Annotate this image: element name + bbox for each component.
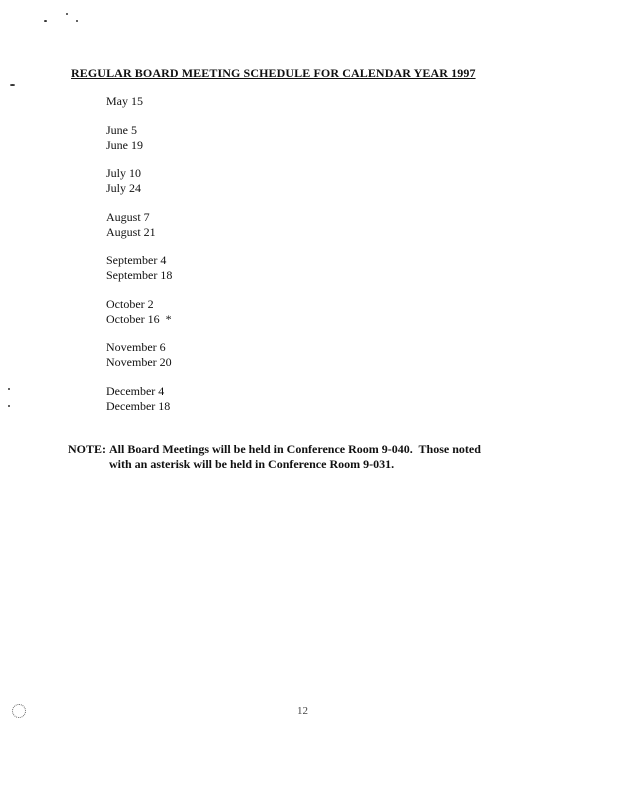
schedule-group-july — [106, 166, 141, 196]
meeting-date: August 21 — [106, 225, 156, 239]
meeting-date: July 10 — [106, 166, 142, 180]
meeting-date: June 5 — [106, 123, 137, 137]
note-label: NOTE: — [68, 442, 107, 456]
scan-speck — [10, 84, 15, 86]
schedule-group-september — [106, 253, 172, 283]
meeting-date: October 2 — [106, 297, 154, 311]
schedule-group-may — [106, 94, 143, 109]
schedule-group-november — [106, 340, 172, 370]
note-line-1 — [68, 442, 481, 457]
meeting-date: September 18 — [106, 268, 173, 282]
meeting-date: December 18 — [106, 399, 171, 413]
scan-speck — [66, 13, 68, 15]
meeting-date: May 15 — [106, 94, 143, 108]
schedule-title: REGULAR BOARD MEETING SCHEDULE FOR CALENDAR YEAR 1997 — [71, 66, 476, 80]
scan-speck — [44, 20, 47, 22]
meeting-date: October 16 * — [106, 312, 172, 326]
meeting-note — [68, 442, 481, 472]
meeting-date: August 7 — [106, 210, 150, 224]
meeting-date: July 24 — [106, 181, 142, 195]
scan-speck — [76, 20, 78, 22]
meeting-date: September 4 — [106, 253, 167, 267]
schedule-group-december — [106, 384, 170, 414]
schedule-group-june — [106, 123, 143, 153]
meeting-date: June 19 — [106, 138, 143, 152]
page-number: 12 — [297, 705, 308, 717]
note-text-1: All Board Meetings will be held in Conference Room 9-040. Those noted — [109, 442, 481, 456]
scan-speck — [8, 405, 10, 407]
scan-speck — [12, 704, 26, 718]
schedule-group-october — [106, 297, 172, 327]
note-text-2: with an asterisk will be held in Conference Room 9-031. — [109, 457, 395, 471]
meeting-date: November 20 — [106, 355, 172, 369]
scan-speck — [8, 388, 10, 390]
meeting-date: November 6 — [106, 340, 166, 354]
schedule-group-august — [106, 210, 156, 240]
meeting-date: December 4 — [106, 384, 165, 398]
